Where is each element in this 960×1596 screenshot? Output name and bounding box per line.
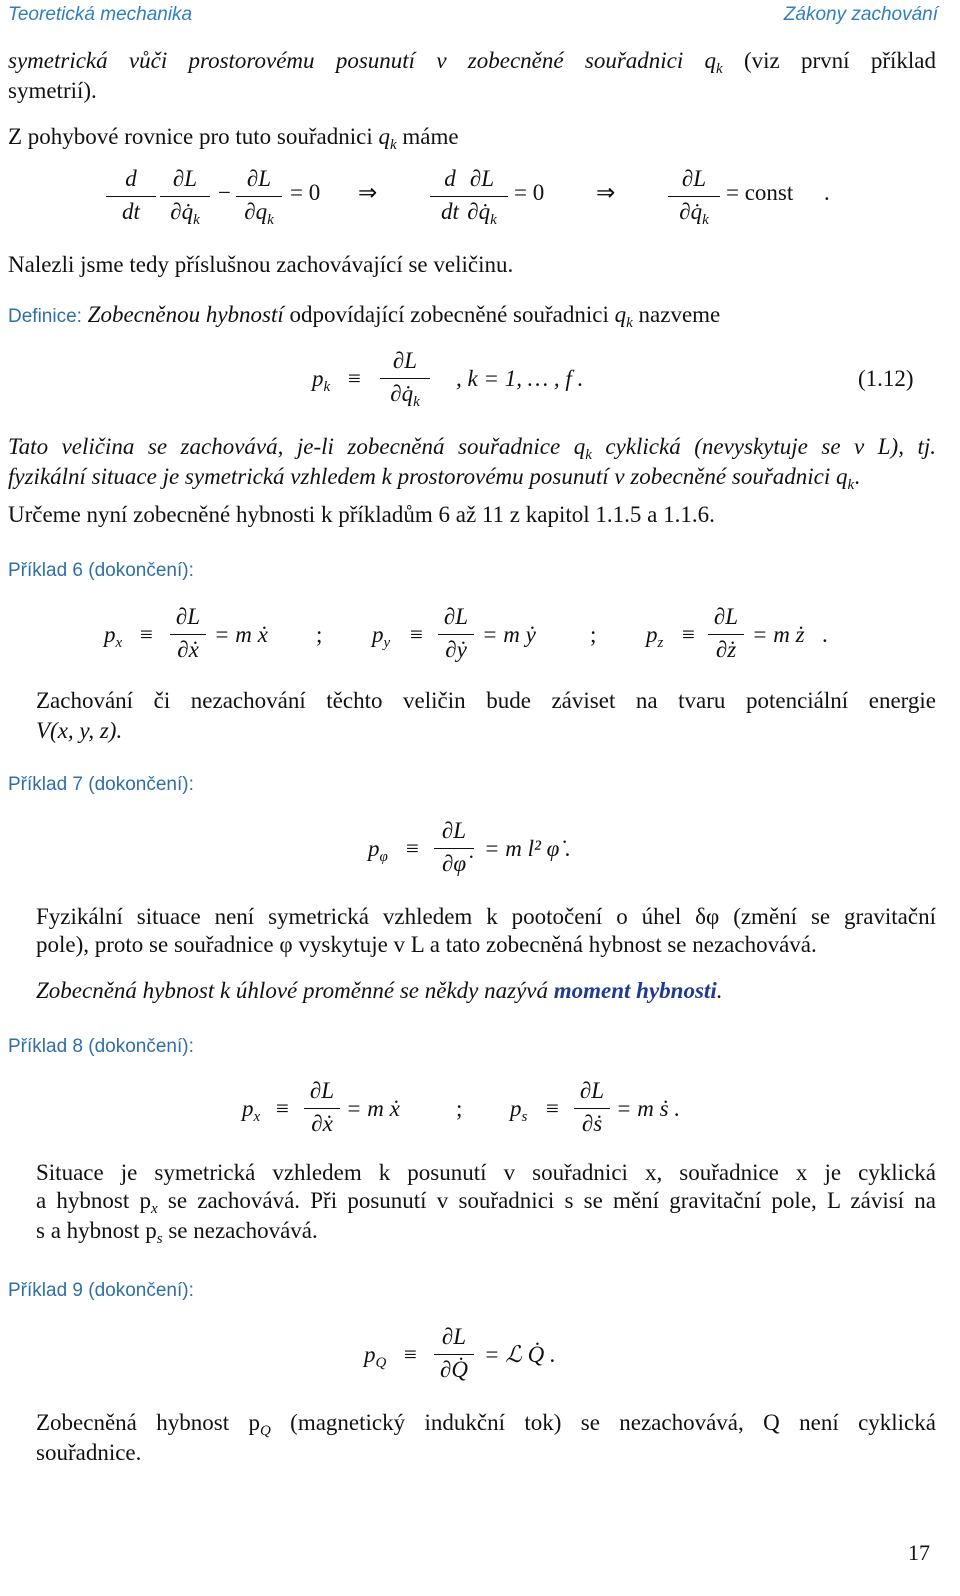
- eq1-dL-dqdot-c: $\frac{\partial L}{\partial q̇_k}$: [668, 166, 720, 225]
- ex9-p: $p_Q$: [364, 1342, 387, 1371]
- example-8-heading: Příklad 8 (dokončení):: [8, 1036, 194, 1057]
- example-9-heading: Příklad 9 (dokončení):: [8, 1280, 194, 1301]
- eq2-p: $p_k$: [312, 366, 331, 395]
- paragraph-4-line-1: Tato veličina se zachovává, je-li zobecněná souřadnice $q_k$ cyklická (nevyskytuje se v L), tj.: [8, 434, 936, 463]
- ex9-equiv: ≡: [404, 1342, 417, 1367]
- definition-paragraph: Definice: Zobecněnou hybností odpovídající zobecněné souřadnici $q_k$ nazveme: [8, 302, 721, 331]
- ex6-semicolon-2: ;: [590, 622, 597, 647]
- eq2-range: , k = 1, … , f .: [456, 366, 584, 391]
- ex9-text-line-2: souřadnice.: [36, 1440, 142, 1465]
- paragraph-1-line-2: symetrií).: [8, 78, 97, 103]
- eq2-equiv: ≡: [348, 366, 361, 391]
- eq1-d-dt-b: $\frac{d}{dt}$: [430, 166, 470, 225]
- ex6-py: $p_y$: [372, 622, 391, 651]
- paragraph-5: Určeme nyní zobecněné hybnosti k příkladům 6 až 11 z kapitol 1.1.5 a 1.1.6.: [8, 502, 715, 527]
- ex6-text-line-1: Zachování či nezachování těchto veličin bude záviset na tvaru potenciální energie: [36, 688, 936, 713]
- eq1-dot: .: [824, 180, 830, 205]
- ex8-mx: = m ẋ: [346, 1096, 400, 1121]
- ex8-semicolon: ;: [456, 1096, 463, 1121]
- eq1-implies-b: ⇒: [596, 180, 616, 205]
- paragraph-4-line-2: fyzikální situace je symetrická vzhledem k prostorovému posunutí v zobecněné souřadnici $q_k$.: [8, 464, 860, 493]
- eq1-eq0-a: = 0: [290, 180, 321, 205]
- ex6-dot: .: [822, 622, 828, 647]
- eq2-fraction: $\frac{\partial L}{\partial q̇_k}$: [380, 348, 430, 407]
- ex6-equiv-z: ≡: [682, 622, 695, 647]
- ex7-frac: $\frac{\partial L}{\partial\varphi̇}$: [434, 818, 474, 877]
- ex7-equiv: ≡: [406, 836, 419, 861]
- ex9-text-line-1: Zobecněná hybnost $p_Q$ (magnetický indukční tok) se nezachovává, Q není cyklická: [36, 1410, 936, 1439]
- ex6-equiv-y: ≡: [410, 622, 423, 647]
- eq1-dL-dqdot: $\frac{\partial L}{\partial q̇_k}$: [160, 166, 210, 225]
- paragraph-3: Nalezli jsme tedy příslušnou zachovávající se veličinu.: [8, 252, 514, 277]
- ex7-p: $p_\varphi$: [368, 836, 388, 865]
- ex7-text-line-3: Zobecněná hybnost k úhlové proměnné se někdy nazývá moment hybnosti.: [36, 978, 723, 1003]
- ex6-equiv-x: ≡: [140, 622, 153, 647]
- example-6-heading: Příklad 6 (dokončení):: [8, 560, 194, 581]
- example-7-heading: Příklad 7 (dokončení):: [8, 774, 194, 795]
- paragraph-2: Z pohybové rovnice pro tuto souřadnici $q_k$ máme: [8, 124, 459, 153]
- ex8-px: $p_x$: [242, 1096, 261, 1125]
- ex8-frac-s: $\frac{\partial L}{\text{∂ṡ}}$: [574, 1078, 610, 1137]
- ex8-frac-x: $\frac{\partial L}{\text{∂ẋ}}$: [304, 1078, 340, 1137]
- eq1-implies-a: ⇒: [358, 180, 378, 205]
- ex7-text-line-1: Fyzikální situace není symetrická vzhledem k pootočení o úhel δφ (změní se gravitační: [36, 904, 936, 929]
- ex8-text-line-2: a hybnost $p_x$ se zachovává. Při posunutí v souřadnici s se mění gravitační pole, L závisí na: [36, 1188, 936, 1217]
- ex6-frac-z: $\frac{\partial L}{\partial ż}$: [708, 604, 744, 663]
- ex7-text-line-2: pole), proto se souřadnice φ vyskytuje v L a tato zobecněná hybnost se nezachovává.: [36, 932, 817, 957]
- ex6-my: = m ẏ: [482, 622, 536, 647]
- ex6-pz: $p_z$: [646, 622, 664, 651]
- eq1-d-dt: $\frac{d}{dt}$: [106, 166, 156, 225]
- ex8-equiv-x: ≡: [276, 1096, 289, 1121]
- ex8-ms: = m ṡ .: [616, 1096, 681, 1121]
- eq1-dL-dqdot-b: $\frac{\partial L}{\partial q̇_k}$: [456, 166, 508, 225]
- ex6-semicolon-1: ;: [316, 622, 323, 647]
- paragraph-1-line-1: symetrická vůči prostorovému posunutí v zobecněné souřadnici $q_k$ (viz první příklad: [8, 48, 936, 77]
- ex8-text-line-3: s a hybnost $p_s$ se nezachovává.: [36, 1218, 318, 1247]
- eq1-dL-dq: $\frac{\partial L}{\partial q_k}$: [236, 166, 282, 225]
- eq1-minus: −: [218, 180, 231, 205]
- ex6-frac-y: $\frac{\partial L}{\text{∂ẏ}}$: [438, 604, 474, 663]
- ex6-text-line-2: V(x, y, z).: [36, 718, 123, 743]
- page-number: 17: [908, 1540, 930, 1565]
- header-title-left: Teoretická mechanika: [8, 4, 193, 25]
- ex6-mz: = m ż: [752, 622, 805, 647]
- ex9-frac: $\frac{\partial L}{\partial Q̇}$: [434, 1324, 474, 1383]
- ex6-frac-x: $\frac{\partial L}{\text{∂ẋ}}$: [170, 604, 206, 663]
- ex7-rhs: = m l² φ̇ .: [484, 836, 571, 861]
- ex8-ps: $p_s$: [510, 1096, 528, 1125]
- ex6-px: $p_x$: [104, 622, 123, 651]
- ex6-mx: = m ẋ: [214, 622, 268, 647]
- ex9-rhs: = ℒ Q̇ .: [484, 1342, 556, 1367]
- ex8-equiv-s: ≡: [546, 1096, 559, 1121]
- eq1-const: = const: [726, 180, 794, 205]
- header-title-right: Zákony zachování: [783, 4, 938, 25]
- eq1-eq0-b: = 0: [514, 180, 545, 205]
- equation-number: (1.12): [858, 366, 914, 391]
- ex8-text-line-1: Situace je symetrická vzhledem k posunutí v souřadnici x, souřadnice x je cyklická: [36, 1160, 936, 1185]
